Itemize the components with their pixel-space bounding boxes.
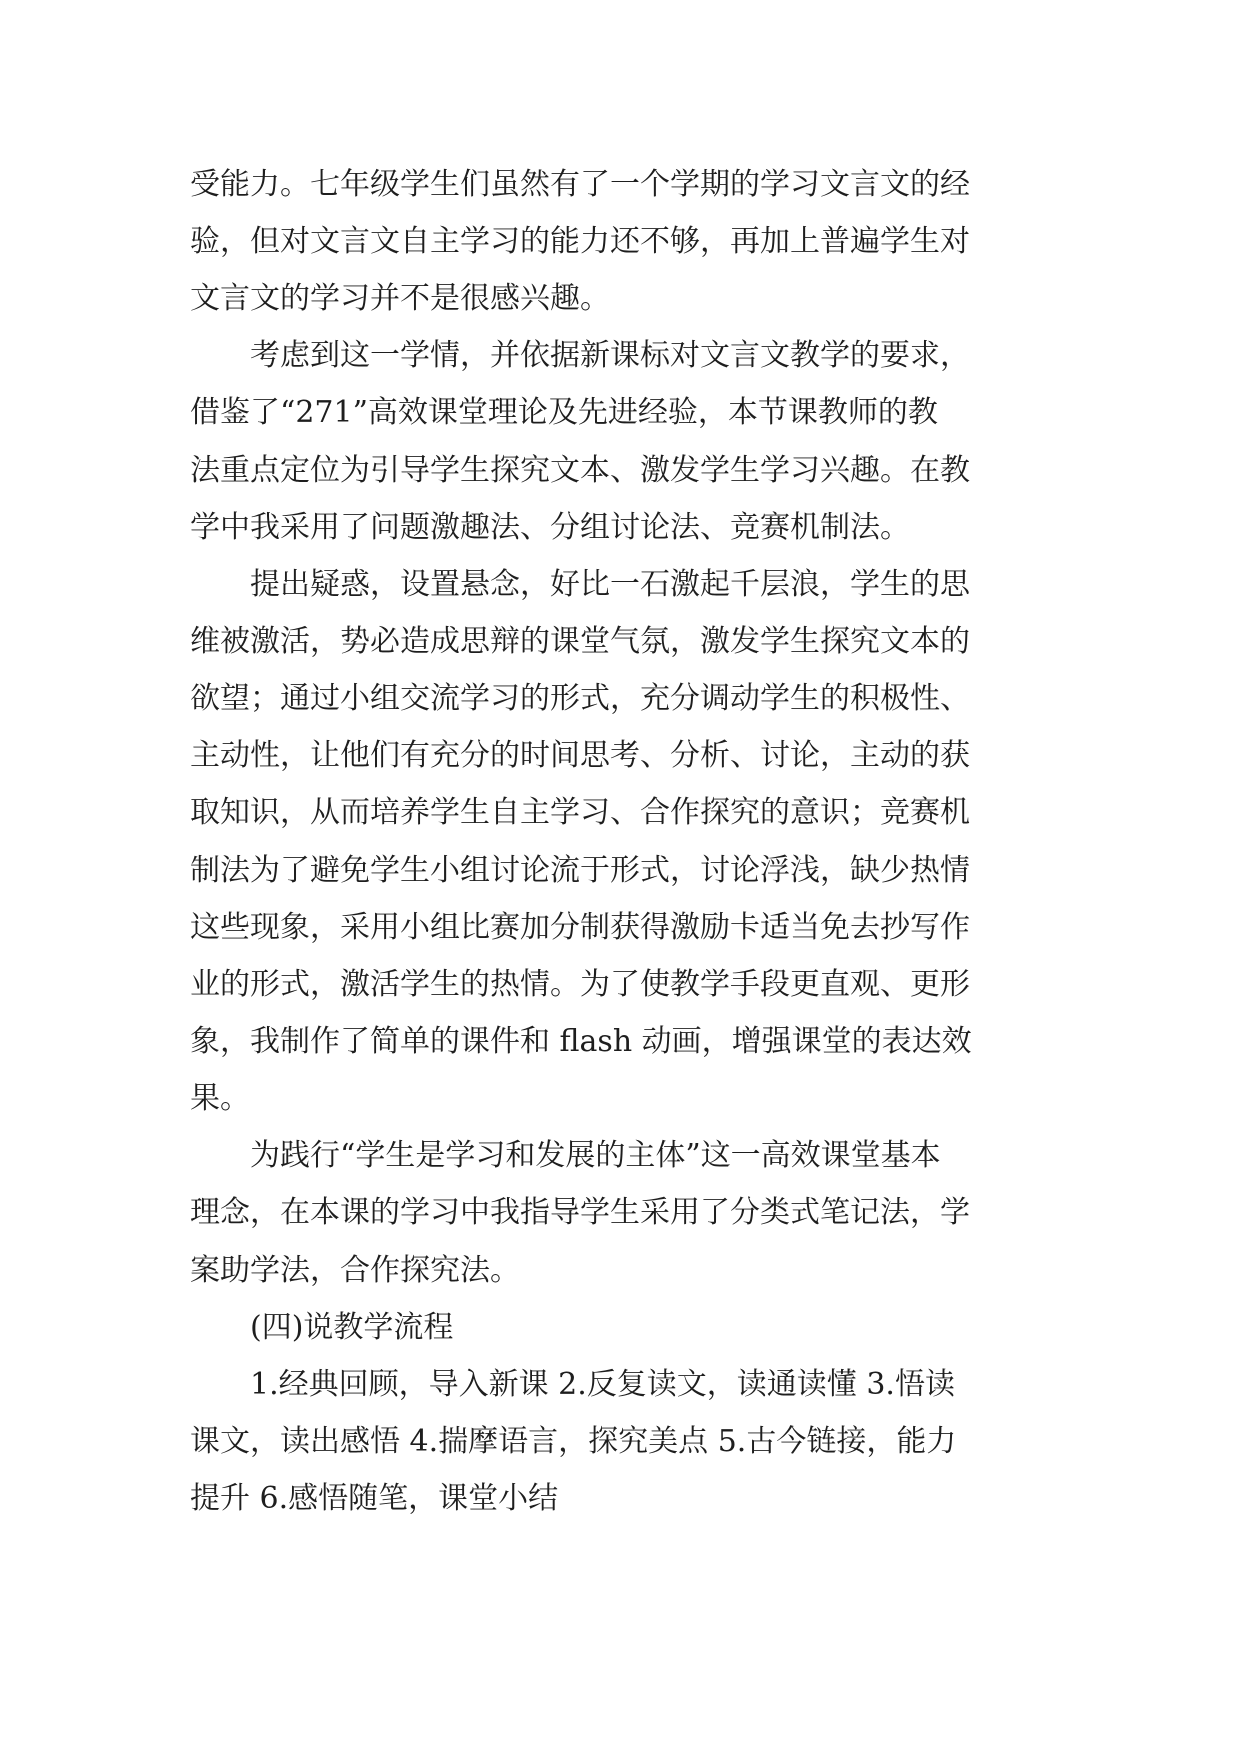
text-line: 为践行“学生是学习和发展的主体”这一高效课堂基本 bbox=[250, 1138, 941, 1173]
text-line: 欲望；通过小组交流学习的形式，充分调动学生的积极性、 bbox=[190, 681, 970, 716]
section-heading: (四)说教学流程 bbox=[250, 1310, 454, 1345]
text-line: 课文，读出感悟 4.揣摩语言，探究美点 5.古今链接，能力 bbox=[190, 1424, 957, 1459]
text-line: 主动性，让他们有充分的时间思考、分析、讨论，主动的获 bbox=[190, 738, 970, 773]
text-line: 象，我制作了简单的课件和 flash 动画，增强课堂的表达效 bbox=[190, 1024, 972, 1059]
text-line: 案助学法，合作探究法。 bbox=[190, 1253, 520, 1288]
text-line: 学中我采用了问题激趣法、分组讨论法、竞赛机制法。 bbox=[190, 510, 910, 545]
text-line: 借鉴了“271”高效课堂理论及先进经验，本节课教师的教 bbox=[190, 395, 938, 430]
text-line: 理念，在本课的学习中我指导学生采用了分类式笔记法，学 bbox=[190, 1195, 970, 1230]
text-line: 果。 bbox=[190, 1081, 250, 1116]
text-line: 1.经典回顾，导入新课 2.反复读文，读通读懂 3.悟读 bbox=[250, 1367, 955, 1402]
text-line: 这些现象，采用小组比赛加分制获得激励卡适当免去抄写作 bbox=[190, 910, 970, 945]
text-line: 提出疑惑，设置悬念，好比一石激起千层浪，学生的思 bbox=[250, 567, 970, 602]
text-line: 考虑到这一学情，并依据新课标对文言文教学的要求， bbox=[250, 338, 970, 373]
text-line: 制法为了避免学生小组讨论流于形式，讨论浮浅，缺少热情 bbox=[190, 853, 970, 888]
text-line: 验，但对文言文自主学习的能力还不够，再加上普遍学生对 bbox=[190, 224, 970, 259]
text-line: 业的形式，激活学生的热情。为了使教学手段更直观、更形 bbox=[190, 967, 970, 1002]
text-line: 法重点定位为引导学生探究文本、激发学生学习兴趣。在教 bbox=[190, 453, 970, 488]
text-line: 提升 6.感悟随笔，课堂小结 bbox=[190, 1481, 559, 1516]
text-line: 取知识，从而培养学生自主学习、合作探究的意识；竞赛机 bbox=[190, 795, 970, 830]
text-line: 受能力。七年级学生们虽然有了一个学期的学习文言文的经 bbox=[190, 167, 970, 202]
text-line: 文言文的学习并不是很感兴趣。 bbox=[190, 281, 610, 316]
text-line: 维被激活，势必造成思辩的课堂气氛，激发学生探究文本的 bbox=[190, 624, 970, 659]
